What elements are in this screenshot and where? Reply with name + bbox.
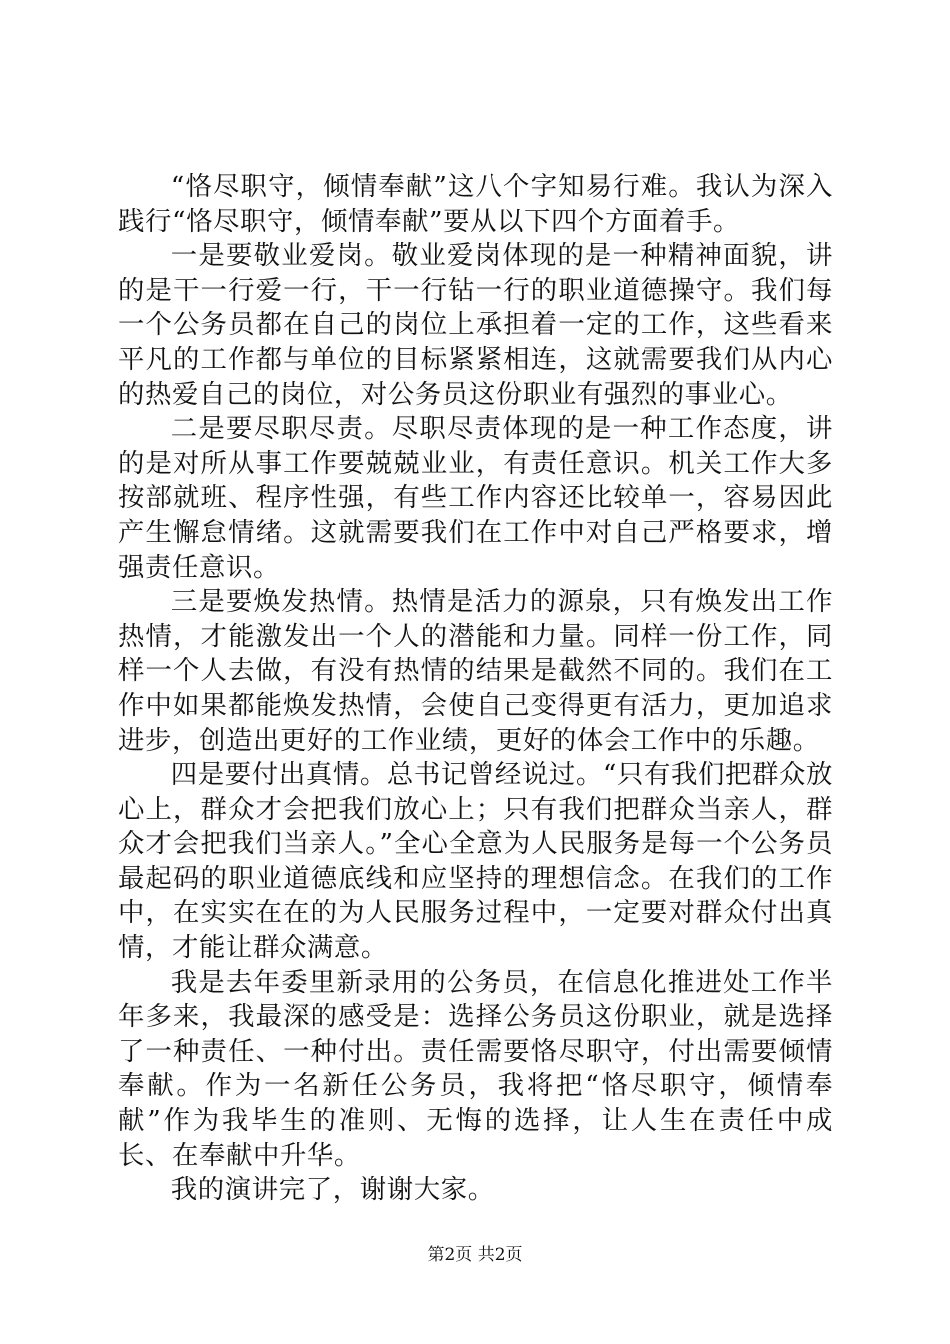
paragraph-intro: “恪尽职守，倾情奉献”这八个字知易行难。我认为深入践行“恪尽职守，倾情奉献”要从以下四个方面着手。 bbox=[118, 171, 833, 237]
paragraph-point-four: 四是要付出真情。总书记曾经说过。“只有我们把群众放心上，群众才会把我们放心上；只有我们把群众当亲人，群众才会把我们当亲人。”全心全意为人民服务是每一个公务员最起码的职业道德底线和应坚持的理想信念。在我们的工作中，在实实在在的为人民服务过程中，一定要对群众付出真情，才能让群众满意。 bbox=[118, 759, 833, 964]
paragraph-point-two: 二是要尽职尽责。尽职尽责体现的是一种工作态度，讲的是对所从事工作要兢兢业业，有责任意识。机关工作大多按部就班、程序性强，有些工作内容还比较单一，容易因此产生懈怠情绪。这就需要我们在工作中对自己严格要求，增强责任意识。 bbox=[118, 413, 833, 583]
paragraph-closing: 我的演讲完了，谢谢大家。 bbox=[170, 1174, 495, 1206]
paragraph-point-three: 三是要焕发热情。热情是活力的源泉，只有焕发出工作热情，才能激发出一个人的潜能和力量。同样一份工作，同样一个人去做，有没有热情的结果是截然不同的。我们在工作中如果都能焕发热情，会使自己变得更有活力，更加追求进步，创造出更好的工作业绩，更好的体会工作中的乐趣。 bbox=[118, 586, 833, 756]
document-body bbox=[118, 170, 833, 1208]
paragraph-point-one: 一是要敬业爱岗。敬业爱岗体现的是一种精神面貌，讲的是干一行爱一行，干一行钻一行的职业道德操守。我们每一个公务员都在自己的岗位上承担着一定的工作，这些看来平凡的工作都与单位的目标紧紧相连，这就需要我们从内心的热爱自己的岗位，对公务员这份职业有强烈的事业心。 bbox=[118, 240, 833, 410]
page-number-footer: 第2页 共2页 bbox=[427, 1245, 523, 1265]
paragraph-personal-reflection: 我是去年委里新录用的公务员，在信息化推进处工作半年多来，我最深的感受是：选择公务员这份职业，就是选择了一种责任、一种付出。责任需要恪尽职守，付出需要倾情奉献。作为一名新任公务员，我将把“恪尽职守，倾情奉献”作为我毕生的准则、无悔的选择，让人生在责任中成长、在奉献中升华。 bbox=[118, 966, 833, 1171]
